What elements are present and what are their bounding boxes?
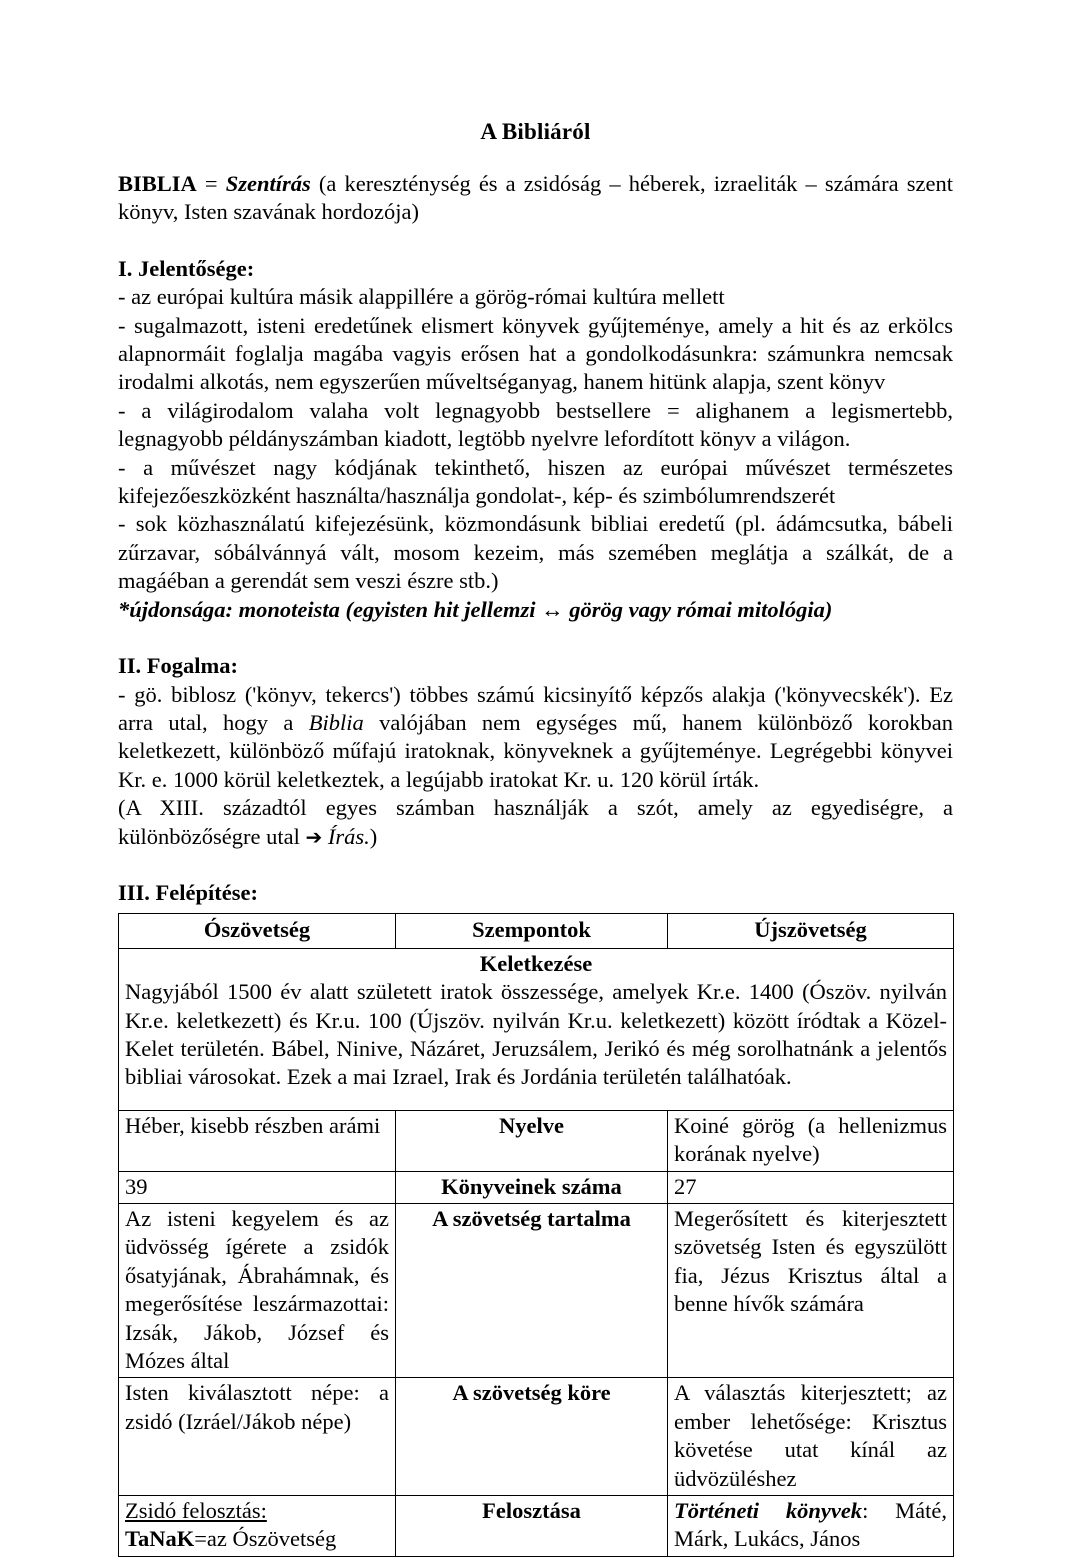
structure-table <box>118 913 954 1557</box>
row5-left <box>119 1496 396 1557</box>
row1-middle: Nyelve <box>396 1110 668 1171</box>
row2-right: 27 <box>668 1171 954 1203</box>
table-header-oszovetseg: Ószövetség <box>119 914 396 948</box>
row2-left: 39 <box>119 1171 396 1203</box>
row5-middle: Felosztása <box>396 1496 668 1557</box>
section1-para-5: - sok közhasználatú kifejezésünk, közmondásunk bibliai eredetű (pl. ádámcsutka, bábeli zűrzavar, sóbálvánnyá vált, mosom kezeim, más szemében meglátja a szálkát, de a magáéban a gerendát sem veszi észre stb.) <box>118 511 953 594</box>
row1-left: Héber, kisebb részben arámi <box>119 1110 396 1171</box>
row4-middle: A szövetség köre <box>396 1378 668 1496</box>
row3-left: Az isteni kegyelem és az üdvösség ígérete a zsidók ősatyjának, Ábrahámnak, és megerősítése leszármazottai: Izsák, Jákob, József és Mózes által <box>119 1204 396 1378</box>
table-row <box>119 1378 954 1496</box>
intro-paragraph <box>118 170 953 227</box>
row4-left: Isten kiválasztott népe: a zsidó (Izráel/Jákob népe) <box>119 1378 396 1496</box>
s2-text-d: ) <box>369 823 378 849</box>
spacer <box>118 227 953 255</box>
table-header-ujszovetseg: Újszövetség <box>668 914 954 948</box>
s2-text-b: valójában nem egységes mű, hanem különböző korokban keletkezett, különböző műfajú iratoknak, könyveknek a gyűjteménye. Legrégebbi könyvei Kr. e. 1000 körül keletkeztek, a legújabb iratokat Kr. u. 120 körül írták. <box>118 709 953 792</box>
keletkezese-text: Nagyjából 1500 év alatt született iratok összessége, amelyek Kr.e. 1400 (Ószöv. nyilván Kr.e. keletkezett) és Kr.u. 100 (Újszöv. nyilván Kr.u. keletkezett) között íródtak a Közel-Kelet területén. Bábel, Ninive, Názáret, Jeruzsálem, Jerikó és még sorolhatnánk a jelentős bibliai városokat. Ezek a mai Izrael, Irak és Jordánia területén találhatóak. <box>125 979 947 1090</box>
section-heading-2: II. Fogalma: <box>118 653 238 679</box>
table-row <box>119 1110 954 1171</box>
row5-right-rest: : Máté, Márk, Lukács, János <box>674 1498 948 1552</box>
spacer <box>118 851 953 879</box>
keletkezese-label: Keletkezése <box>479 950 593 976</box>
s2-text-c: (A XIII. századtól egyes számban használják a szót, amely az egyediségre, a különbözőségre utal <box>118 795 953 849</box>
section1-para-4: - a művészet nagy kódjának tekinthető, hiszen az európai művészet természetes kifejezőeszközként használta/használja gondolat-, kép- és szimbólumrendszerét <box>118 454 953 509</box>
row5-left-underlined: Zsidó felosztás: <box>125 1498 267 1524</box>
table-header-row <box>119 914 954 948</box>
row5-right <box>668 1496 954 1557</box>
page-title: A Bibliáról <box>480 119 591 144</box>
table-row <box>119 1171 954 1203</box>
row3-middle: A szövetség tartalma <box>396 1204 668 1378</box>
row5-right-bold-italic: Történeti könyvek <box>674 1498 863 1524</box>
row1-right: Koiné görög (a hellenizmus korának nyelve) <box>668 1110 954 1171</box>
table-row <box>119 1204 954 1378</box>
section2-para-1 <box>118 681 953 795</box>
section2-para-2 <box>118 794 953 851</box>
s2-text-a: - gö. biblosz ('könyv, tekercs') többes számú kicsinyítő képzős alakja ('könyvecskék'). Ez arra utal, hogy a <box>118 681 953 735</box>
spacer <box>118 624 953 652</box>
table-row <box>119 1496 954 1557</box>
table-header-szempontok: Szempontok <box>396 914 668 948</box>
right-arrow-icon: ➔ <box>305 824 323 849</box>
section1-note: *újdonsága: monoteista (egyisten hit jellemzi ↔ görög vagy római mitológia) <box>118 596 833 622</box>
row5-left-rest: =az Ószövetség <box>194 1526 337 1552</box>
intro-rest: (a kereszténység és a zsidóság – héberek, izraeliták – számára szent könyv, Isten szavának hordozója) <box>118 171 953 225</box>
section1-para-3: - a világirodalom valaha volt legnagyobb bestsellere = alighanem a legismertebb, legnagyobb példányszámban kiadott, legtöbb nyelvre lefordított könyv a világon. <box>118 397 953 452</box>
intro-equals: = <box>196 171 226 196</box>
keletkezese-cell <box>119 948 954 1110</box>
row2-middle: Könyveinek száma <box>396 1171 668 1203</box>
table-row-keletkezese <box>119 948 954 1110</box>
row4-right: A választás kiterjesztett; az ember lehetősége: Krisztus követése utat kínál az üdvözüléshez <box>668 1378 954 1496</box>
intro-lead-bold: BIBLIA <box>118 171 197 196</box>
s2-italic-biblia: Biblia <box>308 709 364 735</box>
section1-para-2: - sugalmazott, isteni eredetűnek elismert könyvek gyűjteménye, amely a hit és az erkölcs alapnormáit foglalja magába vagyis erősen hat a gondolkodásunkra: számunkra nemcsak irodalmi alkotás, nem egyszerűen műveltséganyag, hanem hitünk alapja, szent könyv <box>118 312 953 395</box>
section-heading-3: III. Felépítése: <box>118 879 258 905</box>
intro-lead-italic: Szentírás <box>225 171 311 196</box>
row5-left-bold: TaNaK <box>125 1526 195 1552</box>
section1-para-1: - az európai kultúra másik alappillére a görög-római kultúra mellett <box>118 284 725 310</box>
section-heading-1: I. Jelentősége: <box>118 255 255 281</box>
row3-right: Megerősített és kiterjesztett szövetség Isten és egyszülött fia, Jézus Krisztus által a benne hívők számára <box>668 1204 954 1378</box>
s2-italic-iras: Írás. <box>322 823 370 849</box>
